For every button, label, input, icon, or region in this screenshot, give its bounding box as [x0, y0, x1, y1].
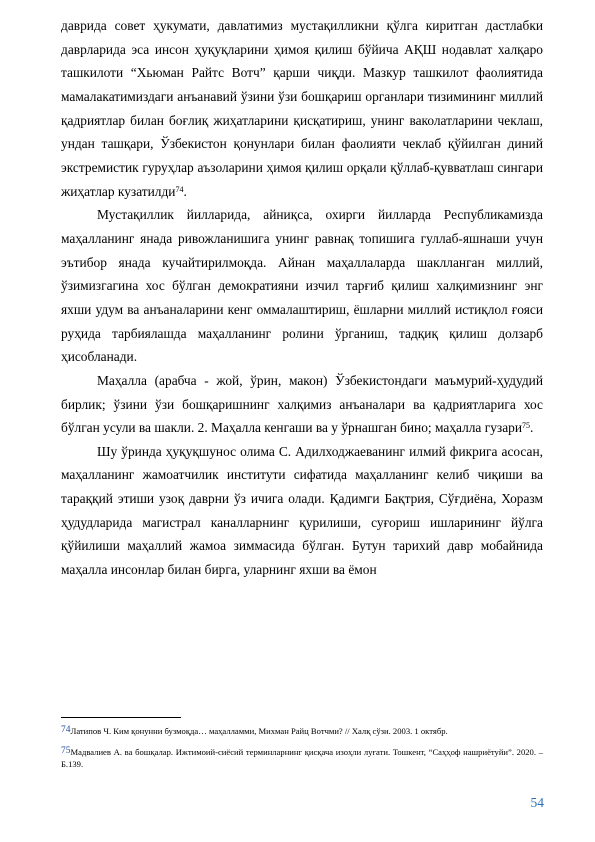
footnote-text: Мадвалиев А. ва бошқалар. Ижтимоий-сиёсий терминларнинг қисқача изоҳли луғати. Тошкент, “Саҳҳоф нашриётуйи”. 2020. – Б.139.: [61, 747, 543, 769]
footnote: [61, 725, 543, 737]
footnote-number: 75: [61, 746, 71, 756]
body-text: [61, 14, 543, 582]
footnote-text: Латипов Ч. Ким қонунни бузмоқда… маҳалламми, Михман Райц Вотчми? // Халқ сўзи. 2003. 1 октябр.: [70, 726, 448, 736]
footnote-ref[interactable]: 74: [175, 184, 184, 194]
page-number: 54: [530, 795, 544, 810]
paragraph: Маҳалла (арабча - жой, ўрин, макон) Ўзбекистондаги маъмурий-ҳудудий бирлик; ўзини ўзи бошқаришнинг халқимиз анъаналари ва қадриятларига хос бўлган усули ва шакли. 2. Маҳалла кенгаши ва у ўрнашган бино; маҳалла гузари$^{75}$.: [61, 372, 543, 436]
paragraph: даврида совет ҳукумати, давлатимиз мустақилликни қўлга киритган дастлабки даврларида эса инсон ҳуқуқларини ҳимоя қилиш бўйича АҚШ нодавлат халқаро ташкилоти “Хьюман Райтс Вотч” қарши чиқди. Мазкур ташкилот фаолиятида мамалакатимиздаги анъанавий ўзини ўзи бошқариш органлари тизимининг миллий қадриятлар билан боғлиқ жиҳатларини қисқатириш, унинг ваколатларини чеклаш, ундан ташқари, Ўзбекистон қонунлари билан фаолияти чеклаб қўйилган диний экстремистик гуруҳлар аъзоларини ҳимоя қилиш орқали қўллаб-қувватлаш сингари жиҳатлар кузатилди$^{74}$.: [61, 18, 543, 199]
footnote: [61, 746, 543, 770]
paragraph: Мустақиллик йилларида, айниқса, охирги йилларда Республикамизда маҳалланинг янада ривожланишига унинг равнақ топишига гуллаб-яшнаши учун эътибор янада кучайтирилмоқда. Айнан маҳаллаларда шаклланган миллий, ўзимизгагина хос бўлган демократияни изчил тарғиб қилиш халқимизнинг энг яхши удум ва анъаналарини кенг оммалаштириш, ёшларни миллий истиқлол ғояси руҳида тарбиялашда маҳалланинг ролини ўрганиш, тадқиқ қилиш долзарб ҳисобланади.: [61, 207, 543, 365]
footnote-separator: [61, 717, 181, 718]
paragraph: Шу ўринда ҳуқуқшунос олима С. Адилходжаеванинг илмий фикрига асосан, маҳалланинг жамоатчилик институти сифатида маҳалланинг келиб чиқиши ва тараққий этиши узоқ даврни ўз ичига олади. Қадимги Бақтрия, Сўғдиёна, Хоразм ҳудудларида магистрал каналларнинг қурилиши, суғориш ишларининг йўлга қўйилиши маҳаллий жамоа зиммасида бўлган. Бутун тарихий давр мобайнида маҳалла инсонлар билан бирга, уларнинг яхши ва ёмон: [61, 443, 543, 578]
footnote-number: 74: [61, 725, 71, 735]
footnote-ref[interactable]: 75: [522, 421, 531, 431]
